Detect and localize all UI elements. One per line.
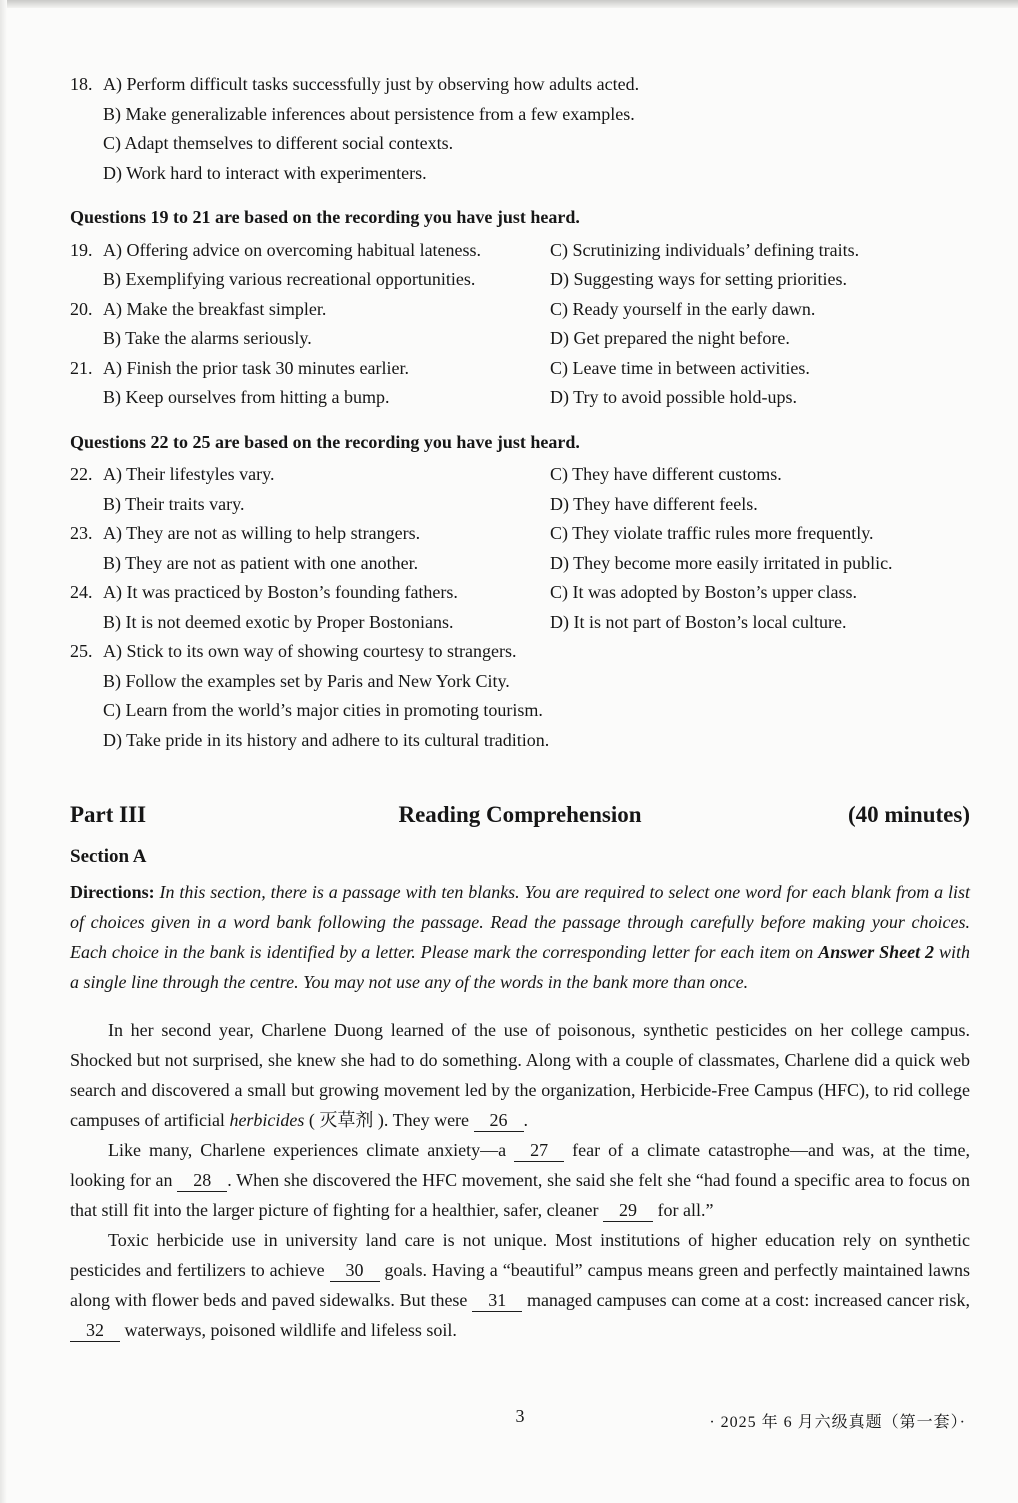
option-text: A) It was practiced by Boston’s founding fathers. [103, 582, 458, 602]
directions-paragraph [70, 877, 970, 997]
section-heading-19-21: Questions 19 to 21 are based on the recording you have just heard. [70, 207, 580, 227]
question-number: 18. [70, 74, 93, 94]
option-text: C) Scrutinizing individuals’ defining traits. [550, 239, 860, 260]
directions-text: with a single line through the centre. You may not use any of the words in the bank more than once. [70, 942, 970, 992]
passage-paragraph-3 [70, 1225, 970, 1345]
passage-text: managed campuses can come at a cost: increased cancer risk, [522, 1290, 970, 1310]
option-text: B) Follow the examples set by Paris and New York City. [103, 670, 510, 691]
passage-paragraph-2 [70, 1135, 970, 1225]
option-text: B) They are not as patient with one another. [103, 552, 419, 573]
cloze-blank-30: 30 [330, 1259, 380, 1282]
passage-text: . When she discovered the HFC movement, she said she felt she “had found a specific area to focus on that still fit into the larger picture of fighting for a healthier, safer, cleaner [70, 1170, 971, 1220]
question-25 [70, 637, 970, 755]
option-text: B) Take the alarms seriously. [103, 328, 312, 348]
part3-header [70, 797, 970, 833]
questions-19-21 [70, 236, 970, 413]
option-text: D) Try to avoid possible hold-ups. [550, 387, 798, 407]
cloze-passage [70, 1015, 970, 1345]
option-text: A) They are not as willing to help strangers. [103, 523, 421, 543]
question-number: 21. [70, 357, 93, 378]
passage-text: fear of a climate catastrophe—and was, at the time, looking for an [70, 1140, 970, 1190]
option-text: D) Work hard to interact with experimenters. [103, 162, 427, 183]
option-text: A) Stick to its own way of showing courtesy to strangers. [103, 641, 517, 661]
option-text: D) Get prepared the night before. [550, 328, 790, 348]
passage-text: Toxic herbicide use in university land care is not unique. Most institutions of higher education rely on synthetic pesticides and fertilizers to achieve [70, 1230, 970, 1280]
option-text: B) Keep ourselves from hitting a bump. [103, 387, 390, 407]
passage-text: In her second year, Charlene Duong learned of the use of poisonous, synthetic pesticides on her college campus. Shocked but not surprised, she knew she had to do something. Along with a couple of classmates, Charlene did a quick web search and discovered a small but growing movement led by the organization, Herbicide-Free Campus (HFC), to rid college campuses of artificial [70, 1020, 970, 1130]
option-text: B) Their traits vary. [103, 493, 245, 514]
option-text: A) Perform difficult tasks successfully just by observing how adults acted. [103, 74, 640, 94]
option-text: C) They violate traffic rules more frequently. [550, 523, 874, 543]
part-label: Part III [70, 802, 147, 827]
option-text: B) Exemplifying various recreational opportunities. [103, 269, 476, 289]
directions-text: In this section, there is a passage with ten blanks. You are required to select one word for each blank from a list of choices given in a word bank following the passage. Read the passage through carefully before making your choices. Each choice in the bank is identified by a letter. Please mark the corresponding letter for each item on [70, 882, 970, 962]
option-text: B) It is not deemed exotic by Proper Bostonians. [103, 611, 454, 632]
option-text: A) Offering advice on overcoming habitual lateness. [103, 239, 482, 260]
passage-text: . [523, 1110, 529, 1130]
option-text: C) Leave time in between activities. [550, 357, 810, 378]
answer-sheet-ref: Answer Sheet 2 [818, 942, 935, 962]
directions-label: Directions: [70, 882, 155, 902]
question-number: 20. [70, 298, 93, 319]
question-number: 25. [70, 641, 93, 661]
question-number: 22. [70, 464, 93, 484]
page-content [70, 70, 970, 1345]
option-text: C) Adapt themselves to different social contexts. [103, 133, 454, 153]
cloze-blank-26: 26 [474, 1109, 524, 1132]
option-text: D) They have different feels. [550, 493, 758, 514]
cloze-blank-29: 29 [603, 1199, 653, 1222]
passage-text: Like many, Charlene experiences climate anxiety—a [108, 1140, 515, 1160]
question-number: 24. [70, 582, 93, 602]
section-a-label: Section A [70, 846, 147, 867]
part-duration: (40 minutes) [847, 802, 970, 827]
scan-edge-top [0, 0, 1018, 8]
option-text: D) It is not part of Boston’s local culture. [550, 611, 847, 632]
passage-paragraph-1 [70, 1015, 970, 1135]
option-text: D) They become more easily irritated in public. [550, 552, 893, 573]
passage-text: waterways, poisoned wildlife and lifeless soil. [120, 1320, 457, 1340]
cloze-blank-32: 32 [70, 1319, 120, 1342]
passage-text: goals. Having a “beautiful” campus means green and perfectly maintained lawns along with flower beds and paved sidewalks. But these [70, 1260, 970, 1310]
option-text: D) Take pride in its history and adhere to its cultural tradition. [103, 729, 550, 750]
question-number: 19. [70, 239, 93, 260]
option-text: A) Finish the prior task 30 minutes earlier. [103, 357, 409, 378]
cloze-blank-31: 31 [472, 1289, 522, 1312]
page-footer [70, 1406, 970, 1434]
option-text: D) Suggesting ways for setting priorities. [550, 269, 847, 289]
option-text: C) It was adopted by Boston’s upper class. [550, 582, 857, 602]
passage-text: for all.” [653, 1200, 714, 1220]
edition-note: · 2025 年 6 月六级真题（第一套）· [709, 1414, 966, 1431]
passage-italic-term: herbicides [229, 1110, 305, 1130]
cloze-blank-28: 28 [177, 1169, 227, 1192]
option-text: B) Make generalizable inferences about persistence from a few examples. [103, 103, 635, 124]
option-text: C) Learn from the world’s major cities in promoting tourism. [103, 700, 543, 720]
option-text: A) Their lifestyles vary. [103, 464, 275, 484]
section-heading-22-25: Questions 22 to 25 are based on the recording you have just heard. [70, 431, 580, 452]
scan-edge-left [0, 0, 7, 1503]
option-text: C) They have different customs. [550, 464, 782, 484]
questions-22-24 [70, 460, 970, 637]
cloze-blank-27: 27 [514, 1139, 564, 1162]
part-title: Reading Comprehension [398, 802, 642, 827]
option-text: C) Ready yourself in the early dawn. [550, 298, 816, 319]
question-number: 23. [70, 523, 93, 543]
question-18 [70, 70, 970, 188]
option-text: A) Make the breakfast simpler. [103, 298, 327, 319]
passage-text: ( 灭草剂 ). They were [304, 1110, 474, 1130]
page-number: 3 [515, 1406, 525, 1426]
